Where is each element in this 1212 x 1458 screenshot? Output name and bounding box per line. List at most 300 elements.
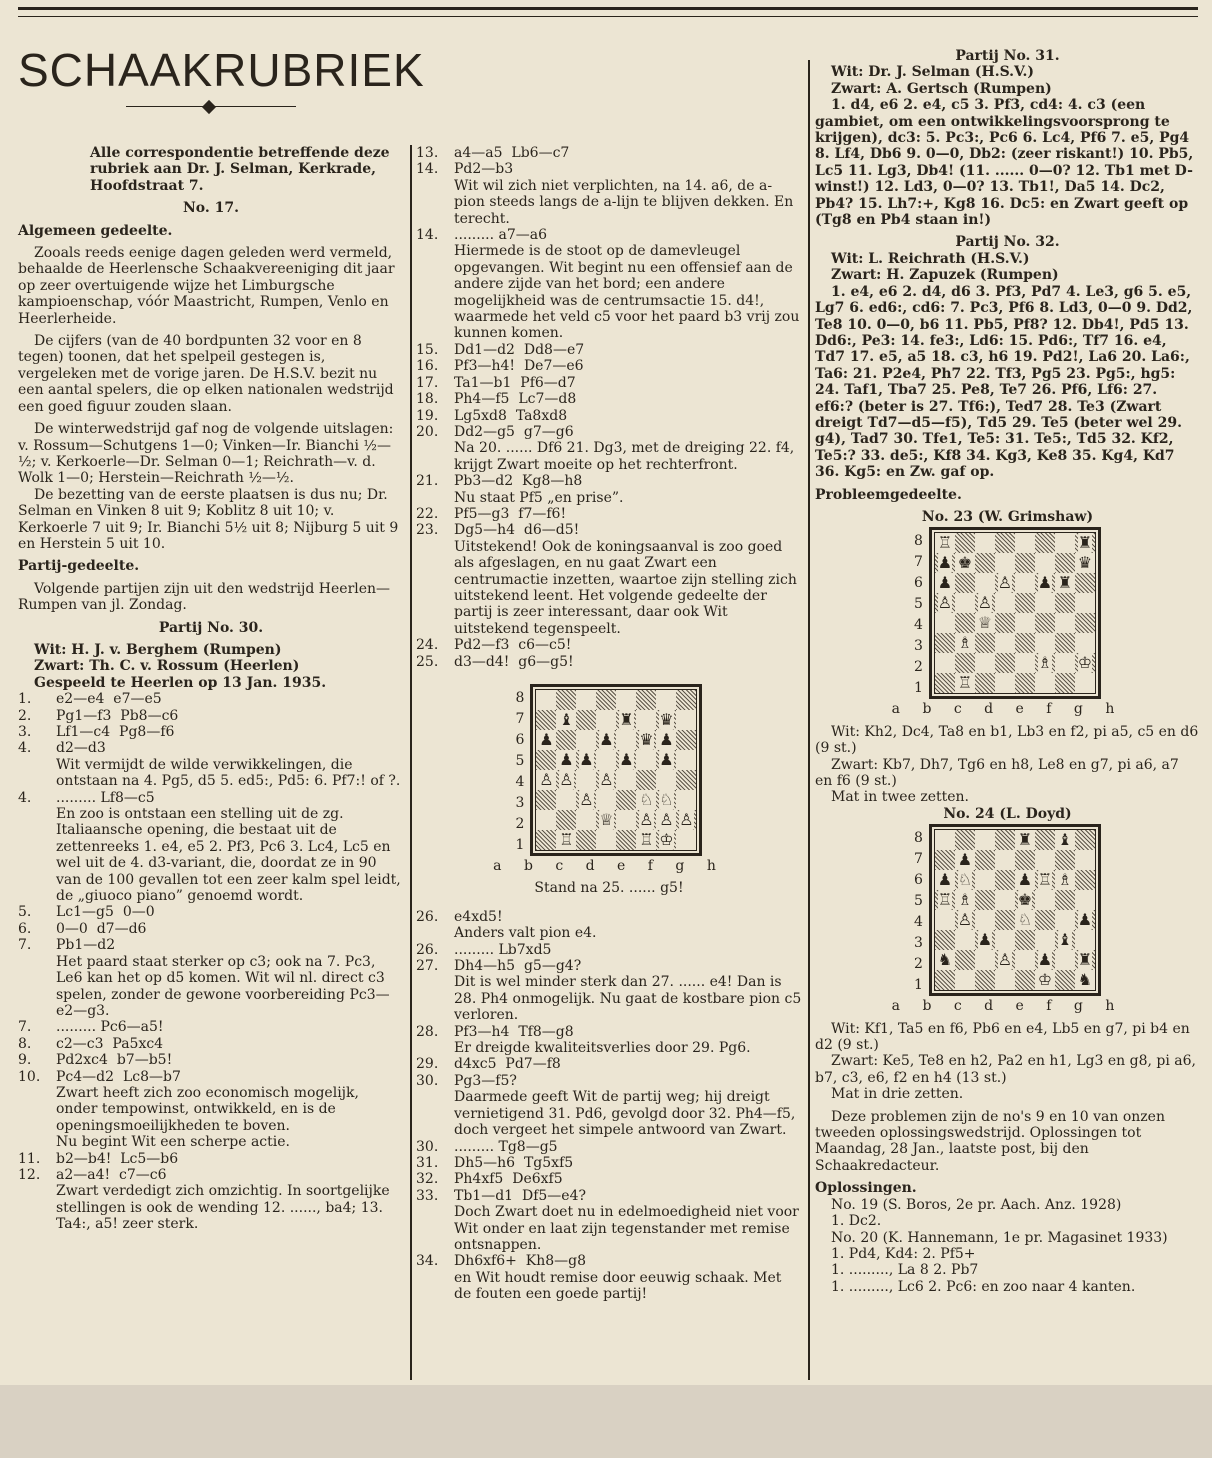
chess-piece-icon: ♗ xyxy=(957,890,973,910)
board-square xyxy=(676,790,696,810)
white-player: Wit: H. J. v. Berghem (Rumpen) xyxy=(34,641,282,658)
board-square xyxy=(1035,593,1055,613)
board-square xyxy=(1015,970,1035,990)
move-text: Dh4—h5 g5—g4? xyxy=(454,958,582,975)
board-square xyxy=(1035,910,1055,930)
board-square xyxy=(596,690,616,710)
move-line xyxy=(416,522,802,538)
board-square xyxy=(676,810,696,830)
move-line xyxy=(416,958,802,974)
board-square xyxy=(556,770,576,790)
rank-label: 8 xyxy=(914,533,923,550)
move-number: 14. xyxy=(416,227,439,244)
board-square xyxy=(656,830,676,850)
chess-piece-icon: ♖ xyxy=(1037,870,1053,890)
board-square xyxy=(975,970,995,990)
move-comment xyxy=(416,490,802,506)
board-square xyxy=(1015,910,1035,930)
board-square xyxy=(955,970,975,990)
chess-piece-icon: ♜ xyxy=(1057,573,1073,593)
board-square xyxy=(1015,553,1035,573)
board-square xyxy=(955,633,975,653)
rank-label: 8 xyxy=(515,690,525,706)
board-square xyxy=(935,573,955,593)
chess-piece-icon: ♚ xyxy=(957,553,973,573)
board-square xyxy=(596,730,616,750)
move-number: 13. xyxy=(416,145,439,161)
board-square xyxy=(616,690,636,710)
comment-text: En zoo is ontstaan een stelling uit de zg. Italiaansche opening, die bestaat uit de zettenreeks 1. e4, e5 2. Pf3, Pc6 3. Lc4, Lc5 en wel uit de 4. d3-variant, die, doordat ze in 90 van de 100 gevallen tot een zeer kalm spel leidt, de „giuoco piano” genoemd wordt. xyxy=(56,806,406,905)
board-square xyxy=(1035,573,1055,593)
rank-label: 6 xyxy=(515,732,525,748)
chess-piece-icon: ♞ xyxy=(937,950,953,970)
problem-white: Wit: Kh2, Dc4, Ta8 en b1, Lb3 en f2, pi a5, c5 en d6 (9 st.) xyxy=(815,723,1199,757)
board-square xyxy=(1075,653,1095,673)
board-square xyxy=(1015,593,1035,613)
board-square xyxy=(1015,930,1035,950)
move-number: 7. xyxy=(18,1019,32,1036)
board-square xyxy=(1035,950,1055,970)
board-square xyxy=(1055,553,1075,573)
chess-diagram-no23 xyxy=(815,527,1200,717)
board-square xyxy=(556,790,576,810)
move-line xyxy=(416,1171,802,1187)
board-square xyxy=(1015,533,1035,553)
board-square xyxy=(995,613,1015,633)
board-square xyxy=(1075,673,1095,693)
move-number: 28. xyxy=(416,1023,439,1040)
move-comment xyxy=(416,1270,802,1303)
move-number: 16. xyxy=(416,358,439,375)
board-square xyxy=(1035,653,1055,673)
chess-piece-icon: ♜ xyxy=(1077,950,1093,970)
game-title: Partij No. 30. xyxy=(158,619,264,636)
move-text: Dg5—h4 d6—d5! xyxy=(454,522,580,539)
board-square xyxy=(616,810,636,830)
rank-label: 7 xyxy=(515,711,525,727)
solution-line: 1. Dc2. xyxy=(831,1213,882,1230)
board-square xyxy=(935,950,955,970)
board-square xyxy=(955,673,975,693)
board-square xyxy=(616,830,636,850)
file-labels: a b c d e f g h xyxy=(891,998,1124,1015)
chessboard xyxy=(929,824,1101,996)
chess-piece-icon: ♞ xyxy=(1077,970,1093,990)
move-text: c2—c3 Pa5xc4 xyxy=(56,1035,164,1052)
move-line xyxy=(416,1024,802,1040)
board-square xyxy=(935,593,955,613)
section-heading-solutions: Oplossingen. xyxy=(815,1180,917,1197)
board-square xyxy=(1015,890,1035,910)
move-number: 21. xyxy=(416,473,439,490)
board-square xyxy=(656,730,676,750)
board-square xyxy=(995,850,1015,870)
chess-piece-icon: ♙ xyxy=(599,770,614,789)
board-square xyxy=(995,633,1015,653)
board-square xyxy=(955,593,975,613)
move-text: Pb1—d2 xyxy=(56,937,116,954)
move-text: ......... Pc6—a5! xyxy=(56,1019,164,1036)
board-square xyxy=(576,710,596,730)
board-square xyxy=(975,673,995,693)
board-square xyxy=(536,830,556,850)
paragraph: De bezetting van de eerste plaatsen is dus nu; Dr. Selman en Vinken 8 uit 9; Koblitz 8 uit 10; v. Kerkoerle 7 uit 9; Ir. Bianchi 5½ uit 8; Nijburg 5 uit 9 en Herstein 5 uit 10. xyxy=(18,486,399,552)
board-square xyxy=(1015,613,1035,633)
problem-black: Zwart: Kb7, Dh7, Tg6 en h8, Le8 en g7, pi a6, a7 en f6 (9 st.) xyxy=(815,756,1179,789)
chess-piece-icon: ♝ xyxy=(1057,830,1073,850)
board-square xyxy=(616,790,636,810)
move-line xyxy=(416,1253,802,1269)
board-square xyxy=(1035,673,1055,693)
board-square xyxy=(556,690,576,710)
section-heading-games: Partij-gedeelte. xyxy=(18,558,140,575)
board-square xyxy=(616,750,636,770)
move-line xyxy=(18,1167,404,1183)
move-number: 10. xyxy=(18,1068,41,1085)
white-player: Wit: Dr. J. Selman (H.S.V.) xyxy=(831,64,1034,81)
move-number: 12. xyxy=(18,1166,41,1183)
move-number: 4. xyxy=(18,789,32,806)
rank-label: 8 xyxy=(914,830,923,847)
chess-piece-icon: ♖ xyxy=(957,673,973,693)
board-square xyxy=(556,810,576,830)
move-number: 1. xyxy=(18,691,32,708)
move-text: ......... a7—a6 xyxy=(454,227,548,244)
move-text: Pf3—h4! De7—e6 xyxy=(454,358,584,375)
chess-piece-icon: ♔ xyxy=(1077,653,1093,673)
problem-black: Zwart: Ke5, Te8 en h2, Pa2 en h1, Lg3 en g8, pi a6, b7, c3, e6, f2 en h4 (13 st.) xyxy=(815,1053,1196,1086)
board-square xyxy=(995,673,1015,693)
chess-piece-icon: ♟ xyxy=(579,750,594,769)
chess-piece-icon: ♟ xyxy=(559,750,574,769)
board-square xyxy=(556,710,576,730)
move-number: 5. xyxy=(18,904,32,921)
move-line xyxy=(18,921,404,937)
rank-label: 3 xyxy=(914,935,923,952)
board-square xyxy=(1035,870,1055,890)
chess-piece-icon: ♙ xyxy=(559,770,574,789)
board-square xyxy=(576,810,596,830)
board-square xyxy=(556,830,576,850)
board-square xyxy=(1075,830,1095,850)
board-square xyxy=(1075,930,1095,950)
move-text: Ph4xf5 De6xf5 xyxy=(454,1171,563,1188)
move-number: 34. xyxy=(416,1253,439,1270)
rank-label: 1 xyxy=(515,837,525,853)
move-line xyxy=(416,473,802,489)
chess-piece-icon: ♖ xyxy=(937,890,953,910)
problem-title: No. 24 (L. Doyd) xyxy=(943,805,1072,822)
board-square xyxy=(656,810,676,830)
move-line xyxy=(18,1151,404,1167)
move-text: Ph4—f5 Lc7—d8 xyxy=(454,391,577,408)
chess-piece-icon: ♜ xyxy=(619,710,634,729)
chess-diagram-no24 xyxy=(815,824,1200,1014)
move-number: 15. xyxy=(416,341,439,358)
board-square xyxy=(676,710,696,730)
rank-label: 2 xyxy=(515,816,525,832)
move-text: Pg1—f3 Pb8—c6 xyxy=(56,707,179,724)
board-square xyxy=(1015,870,1035,890)
board-square xyxy=(636,790,656,810)
board-square xyxy=(636,770,656,790)
board-square xyxy=(576,750,596,770)
move-number: 32. xyxy=(416,1171,439,1188)
move-line xyxy=(416,909,802,925)
board-square xyxy=(1075,633,1095,653)
rank-labels xyxy=(516,688,525,856)
board-square xyxy=(1055,930,1075,950)
rank-label: 7 xyxy=(914,554,923,571)
board-square xyxy=(1035,850,1055,870)
comment-text: Nu begint Wit een scherpe actie. xyxy=(56,1134,290,1151)
comment-text: Na 20. ...... Df6 21. Dg3, met de dreiging 22. f4, krijgt Zwart moeite op het rechterfront. xyxy=(454,440,799,473)
chess-piece-icon: ♟ xyxy=(977,930,993,950)
board-square xyxy=(975,593,995,613)
move-line xyxy=(18,1036,404,1052)
chess-piece-icon: ♗ xyxy=(1037,653,1053,673)
board-square xyxy=(1075,850,1095,870)
board-square xyxy=(1015,850,1035,870)
solution-line: 1. ........., La 8 2. Pb7 xyxy=(831,1262,979,1279)
board-square xyxy=(975,830,995,850)
board-square xyxy=(556,730,576,750)
board-square xyxy=(995,553,1015,573)
chess-piece-icon: ♟ xyxy=(1037,573,1053,593)
comment-text: Hiermede is de stoot op de damevleugel opgevangen. Wit begint nu een offensief aan de andere zijde van het bord; een andere mogelijkheid was de centrumsactie 15. d4!, waarmede het veld c5 voor het paard b3 vrij zou kunnen komen. xyxy=(454,243,804,342)
board-square xyxy=(955,653,975,673)
board-square xyxy=(616,710,636,730)
board-square xyxy=(1075,593,1095,613)
move-comment xyxy=(416,440,802,473)
chess-piece-icon: ♟ xyxy=(539,730,554,749)
board-square xyxy=(1015,950,1035,970)
board-square xyxy=(1075,910,1095,930)
problem-task: Mat in drie zetten. xyxy=(831,1086,964,1103)
move-comment xyxy=(416,974,806,1024)
board-square xyxy=(955,930,975,950)
board-square xyxy=(935,613,955,633)
move-comment xyxy=(416,1089,802,1138)
move-text: e2—e4 e7—e5 xyxy=(56,691,162,708)
chess-piece-icon: ♜ xyxy=(1077,533,1093,553)
board-square xyxy=(935,653,955,673)
move-line xyxy=(18,1019,404,1035)
chess-piece-icon: ♘ xyxy=(639,790,654,809)
board-square xyxy=(576,690,596,710)
move-line xyxy=(416,408,802,424)
board-square xyxy=(935,930,955,950)
board-square xyxy=(1055,673,1075,693)
chess-piece-icon: ♟ xyxy=(599,730,614,749)
board-square xyxy=(676,750,696,770)
move-text: Pg3—f5? xyxy=(454,1072,517,1089)
board-square xyxy=(995,890,1015,910)
board-square xyxy=(935,910,955,930)
move-comment xyxy=(416,178,802,227)
board-square xyxy=(576,730,596,750)
rank-labels xyxy=(914,828,923,996)
move-line xyxy=(416,1073,802,1089)
board-square xyxy=(656,790,676,810)
move-text: 0—0 d7—d6 xyxy=(56,920,147,937)
move-line xyxy=(416,654,802,670)
board-square xyxy=(1075,890,1095,910)
move-line xyxy=(18,724,404,740)
board-square xyxy=(1055,593,1075,613)
move-number: 19. xyxy=(416,407,439,424)
chess-piece-icon: ♜ xyxy=(1017,830,1033,850)
contest-note: Deze problemen zijn de no's 9 en 10 van onzen tweeden oplossingswedstrijd. Oplossingen tot Maandag, 28 Jan., laatste post, bij den Schaakredacteur. xyxy=(815,1108,1165,1174)
board-square xyxy=(1015,830,1035,850)
rank-label: 4 xyxy=(515,774,525,790)
comment-text: Wit vermijdt de wilde verwikkelingen, die ontstaan na 4. Pg5, d5 5. ed5:, Pd5: 6. Pf7:! of ?. xyxy=(56,756,401,790)
rank-label: 1 xyxy=(914,680,923,697)
chess-piece-icon: ♟ xyxy=(937,573,953,593)
board-square xyxy=(975,613,995,633)
black-player: Zwart: H. Zapuzek (Rumpen) xyxy=(831,267,1059,284)
problem-title: No. 23 (W. Grimshaw) xyxy=(921,508,1094,525)
move-list xyxy=(18,691,404,1232)
board-square xyxy=(955,950,975,970)
move-line xyxy=(18,904,404,920)
board-square xyxy=(596,830,616,850)
move-comment xyxy=(416,925,802,941)
board-square xyxy=(1075,553,1095,573)
board-square xyxy=(1075,970,1095,990)
board-square xyxy=(975,850,995,870)
move-number: 11. xyxy=(18,1150,41,1167)
board-square xyxy=(1055,533,1075,553)
move-comment xyxy=(18,806,404,904)
board-square xyxy=(1055,573,1075,593)
rank-label: 5 xyxy=(914,893,923,910)
solution-line: No. 20 (K. Hannemann, 1e pr. Magasinet 1933) xyxy=(831,1229,1168,1246)
move-number: 9. xyxy=(18,1052,32,1069)
game-title: Partij No. 32. xyxy=(955,234,1060,251)
board-square xyxy=(576,830,596,850)
board-square xyxy=(596,790,616,810)
move-number: 20. xyxy=(416,423,439,440)
chess-piece-icon: ♟ xyxy=(1017,870,1033,890)
chess-piece-icon: ♗ xyxy=(957,633,973,653)
board-square xyxy=(975,633,995,653)
move-line xyxy=(416,358,802,374)
board-square xyxy=(1055,653,1075,673)
chess-piece-icon: ♟ xyxy=(1037,950,1053,970)
board-square xyxy=(995,930,1015,950)
solution-line: 1. Pd4, Kd4: 2. Pf5+ xyxy=(831,1245,976,1262)
board-square xyxy=(995,573,1015,593)
move-number: 27. xyxy=(416,958,439,975)
move-text: Ta1—b1 Pf6—d7 xyxy=(454,374,576,391)
board-square xyxy=(536,690,556,710)
move-list xyxy=(416,908,806,1303)
chess-piece-icon: ♙ xyxy=(659,810,674,829)
chess-piece-icon: ♘ xyxy=(957,870,973,890)
move-number: 23. xyxy=(416,522,439,539)
column-divider-left xyxy=(410,145,412,1380)
comment-text: Anders valt pion e4. xyxy=(454,925,597,942)
move-text: Pd2—b3 xyxy=(454,161,514,178)
move-text: Pd2—f3 c6—c5! xyxy=(454,637,572,654)
paragraph: De winterwedstrijd gaf nog de volgende uitslagen: v. Rossum—Schutgens 1—0; Vinken—Ir. Bianchi ½—½; v. Kerkoerle—Dr. Selman 0—1; Reichrath—v. d. Wolk 1—0; Herstein—Reichrath ½—½. xyxy=(18,421,394,487)
section-heading-general: Algemeen gedeelte. xyxy=(18,222,173,239)
chess-piece-icon: ♖ xyxy=(639,830,654,849)
move-text: Pf5—g3 f7—f6! xyxy=(454,505,567,522)
move-line xyxy=(416,391,802,407)
move-number: 7. xyxy=(18,937,32,954)
board-square xyxy=(1055,970,1075,990)
move-text: b2—b4! Lc5—b6 xyxy=(56,1150,179,1167)
move-line xyxy=(18,740,404,756)
chess-piece-icon: ♕ xyxy=(977,613,993,633)
board-square xyxy=(935,533,955,553)
board-square xyxy=(1015,653,1035,673)
column-1 xyxy=(18,145,404,1233)
board-square xyxy=(955,830,975,850)
move-text: d3—d4! g6—g5! xyxy=(454,653,574,670)
board-square xyxy=(975,950,995,970)
board-square xyxy=(975,573,995,593)
board-square xyxy=(975,533,995,553)
board-square xyxy=(995,653,1015,673)
rank-label: 2 xyxy=(914,956,923,973)
move-number: 18. xyxy=(416,391,439,408)
chess-piece-icon: ♟ xyxy=(619,750,634,769)
move-comment xyxy=(18,954,404,1020)
column-3 xyxy=(815,48,1200,1295)
chess-piece-icon: ♟ xyxy=(659,730,674,749)
comment-text: Dit is wel minder sterk dan 27. ...... e4! Dan is 28. Ph4 onmogelijk. Nu gaat de kostbare pion c5 verloren. xyxy=(454,974,806,1024)
board-square xyxy=(935,830,955,850)
board-square xyxy=(576,770,596,790)
board-square xyxy=(1055,613,1075,633)
board-square xyxy=(1035,970,1055,990)
paragraph: Zooals reeds eenige dagen geleden werd vermeld, behaalde de Heerlensche Schaakvereeniging dit jaar op zeer overtuigende wijze het Limburgsche kampioenschap, vóór Maastricht, Rumpen, Venlo en Heerlerheide. xyxy=(18,245,395,327)
board-square xyxy=(676,830,696,850)
move-comment xyxy=(18,1085,404,1134)
board-square xyxy=(656,710,676,730)
title-ornament xyxy=(126,102,296,112)
rank-label: 4 xyxy=(914,914,923,931)
problem-task: Mat in twee zetten. xyxy=(831,789,969,806)
move-line xyxy=(416,1188,802,1204)
move-line xyxy=(18,1052,404,1068)
comment-text: Nu staat Pf5 „en prise”. xyxy=(454,489,624,506)
board-square xyxy=(1035,633,1055,653)
move-number: 2. xyxy=(18,707,32,724)
top-rule xyxy=(18,7,1198,17)
game-moves: 1. e4, e6 2. d4, d6 3. Pf3, Pd7 4. Le3, g6 5. e5, Lg7 6. ed6:, cd6: 7. Pc3, Pf6 8. Ld3, 0—0 9. Dd2, Te8 10. 0—0, b6 11. Pb5, Pf8? 12. Db4!, Pd5 13. Dd6:, Pe3: 14. fe3:, Ld6: 15. Pd6:, Tf7 16. e4, Td7 17. e5, a5 18. c3, h6 19. Pd2!, La6 20. La6:, Ta6: 21. P2e4, Ph7 22. Tf3, Pg5 23. Pg5:, hg5: 24. Taf1, Tba7 25. Pe8, Te7 26. Pf6, Lf6: 27. ef6:? (beter is 27. Tf6:), Ted7 28. Te3 (Zwart dreigt Td7—d5—f5), Td5 29. Te5 (beter wel 29. g4), Tad7 30. Tfe1, Te5: 31. Te5:, Td5 32. Kf2, Te5:? 33. de5:, Kf8 34. Kg3, Ke8 35. Kg4, Kd7 36. Kg5: en Zw. gaf op. xyxy=(815,283,1193,481)
move-text: ......... Tg8—g5 xyxy=(454,1138,558,1155)
board-square xyxy=(955,613,975,633)
board-square xyxy=(955,533,975,553)
game-played-info: Gespeeld te Heerlen op 13 Jan. 1935. xyxy=(34,674,327,691)
page-title: SCHAAKRUBRIEK xyxy=(18,44,425,96)
board-square xyxy=(536,770,556,790)
board-square xyxy=(995,830,1015,850)
board-square xyxy=(1035,553,1055,573)
board-square xyxy=(636,730,656,750)
board-square xyxy=(995,950,1015,970)
move-text: Lc1—g5 0—0 xyxy=(56,904,155,921)
move-number: 25. xyxy=(416,653,439,670)
board-square xyxy=(1055,830,1075,850)
board-square xyxy=(1035,533,1055,553)
board-square xyxy=(975,870,995,890)
move-text: a2—a4! c7—c6 xyxy=(56,1166,167,1183)
